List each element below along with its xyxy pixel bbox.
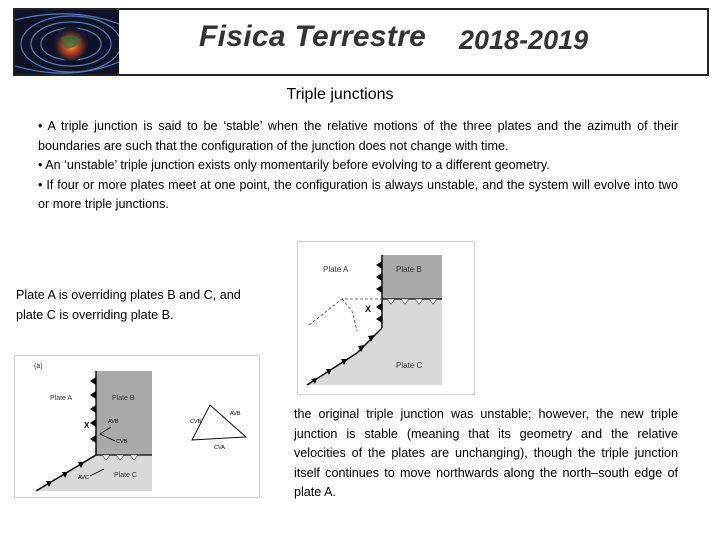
caption-junction-stability: the original triple junction was unstable; however, the new triple junction is stable (meaning that its geometry and the relative velocities of the plates are unchanging), though the triple junction itself continues to move northwards along the north–south edge of plate A. (294, 407, 678, 499)
velocity-label: AVB (230, 411, 241, 417)
triple-junction-original-figure (14, 355, 260, 498)
bullet-item: • If four or more plates meet at one point, the configuration is always unstable, and the system will evolve into two or more triple junctions. (38, 177, 678, 211)
earth-magnetosphere-logo (15, 10, 119, 74)
panel-label: (a) (34, 363, 43, 370)
junction-label: X (365, 304, 372, 314)
velocity-label: AVC (78, 475, 89, 481)
junction-label: X (84, 421, 90, 430)
plate-b-label: Plate B (396, 265, 422, 274)
velocity-label: AVB (108, 419, 119, 425)
triple-junction-evolved-figure (297, 241, 475, 395)
plate-a-label: Plate A (323, 265, 349, 274)
plate-c-label: Plate C (396, 361, 423, 370)
bullet-list (38, 117, 678, 215)
academic-year: 2018-2019 (459, 25, 589, 55)
plate-b-area (382, 255, 442, 299)
plate-c-label: Plate C (114, 472, 137, 479)
velocity-label: CVB (116, 439, 128, 445)
plate-a-label: Plate A (50, 395, 73, 402)
velocity-label: CVA (214, 445, 225, 451)
course-title: Fisica Terrestre (199, 20, 427, 53)
bullet-item: • An ‘unstable’ triple junction exists only momentarily before evolving to a different geometry. (38, 158, 550, 172)
slide-title: Triple junctions (286, 86, 394, 103)
caption-plate-relations: Plate A is overriding plates B and C, and plate C is overriding plate B. (16, 288, 241, 322)
plate-b-label: Plate B (112, 395, 135, 402)
velocity-label: CVB (190, 419, 202, 425)
header-banner (13, 8, 709, 76)
bullet-item: • A triple junction is said to be ‘stable’ when the relative motions of the three plates and the azimuth of their boundaries are such that the configuration of the junction does not change with time. (38, 119, 678, 153)
